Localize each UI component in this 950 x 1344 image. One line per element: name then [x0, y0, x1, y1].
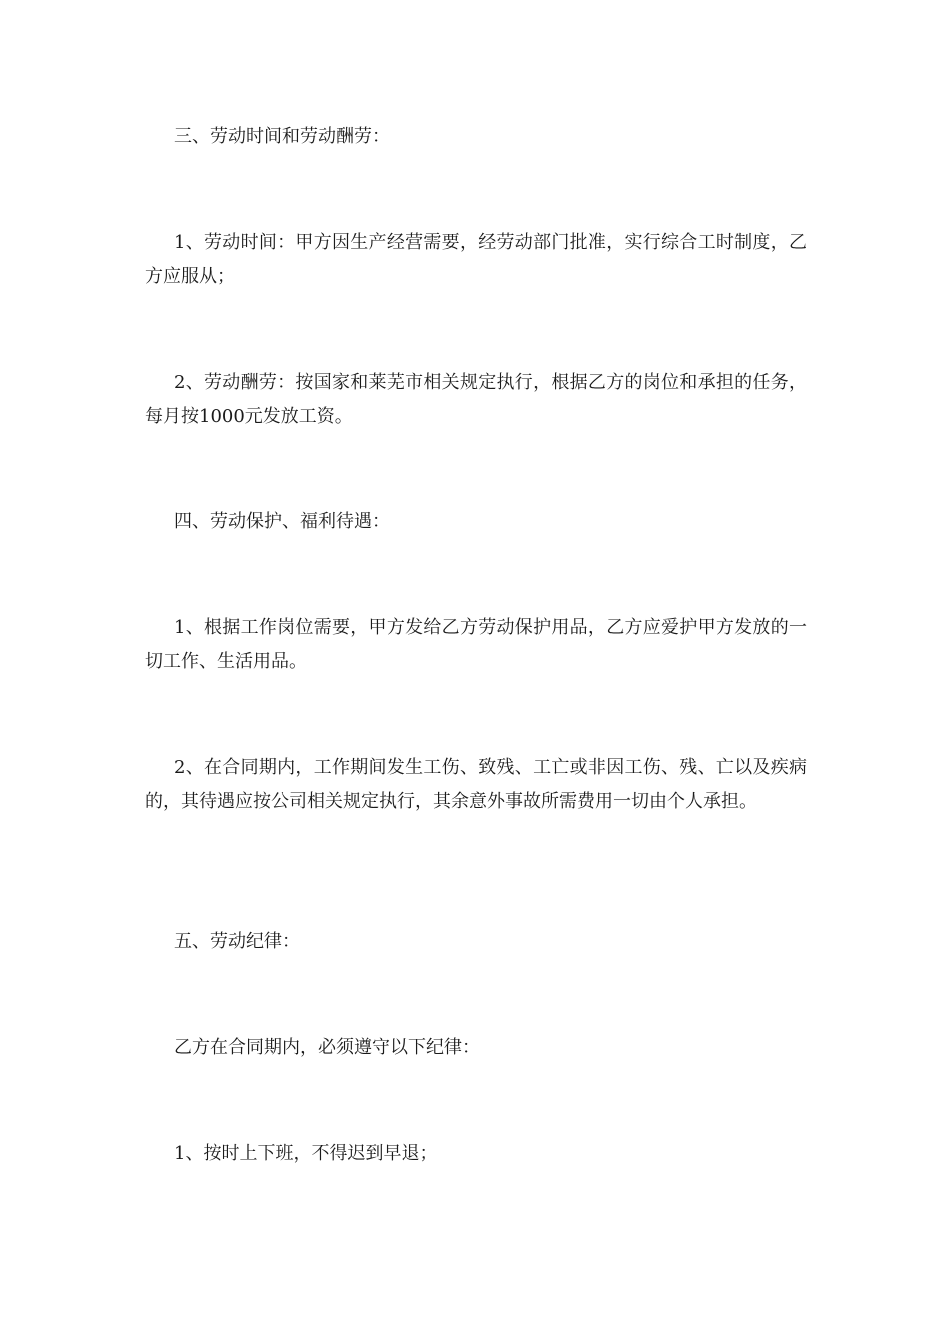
clause-injury-treatment: 2、在合同期内，工作期间发生工伤、致残、工亡或非因工伤、残、亡以及疾病的，其待遇应按公司相关规定执行，其余意外事故所需费用一切由个人承担。 — [145, 757, 807, 812]
clause-protective-supplies: 1、根据工作岗位需要，甲方发给乙方劳动保护用品，乙方应爱护甲方发放的一切工作、生活用品。 — [145, 617, 807, 672]
clause-working-time: 1、劳动时间：甲方因生产经营需要，经劳动部门批准，实行综合工时制度，乙方应服从； — [145, 232, 807, 287]
discipline-intro: 乙方在合同期内，必须遵守以下纪律： — [174, 1037, 480, 1058]
discipline-item-punctuality: 1、按时上下班，不得迟到早退； — [174, 1143, 438, 1164]
section-heading-labor-protection: 四、劳动保护、福利待遇： — [174, 511, 390, 532]
section-heading-working-hours: 三、劳动时间和劳动酬劳： — [174, 126, 390, 147]
section-heading-labor-discipline: 五、劳动纪律： — [174, 931, 300, 952]
clause-remuneration: 2、劳动酬劳：按国家和莱芜市相关规定执行，根据乙方的岗位和承担的任务，每月按1000元发放工资。 — [145, 372, 807, 427]
